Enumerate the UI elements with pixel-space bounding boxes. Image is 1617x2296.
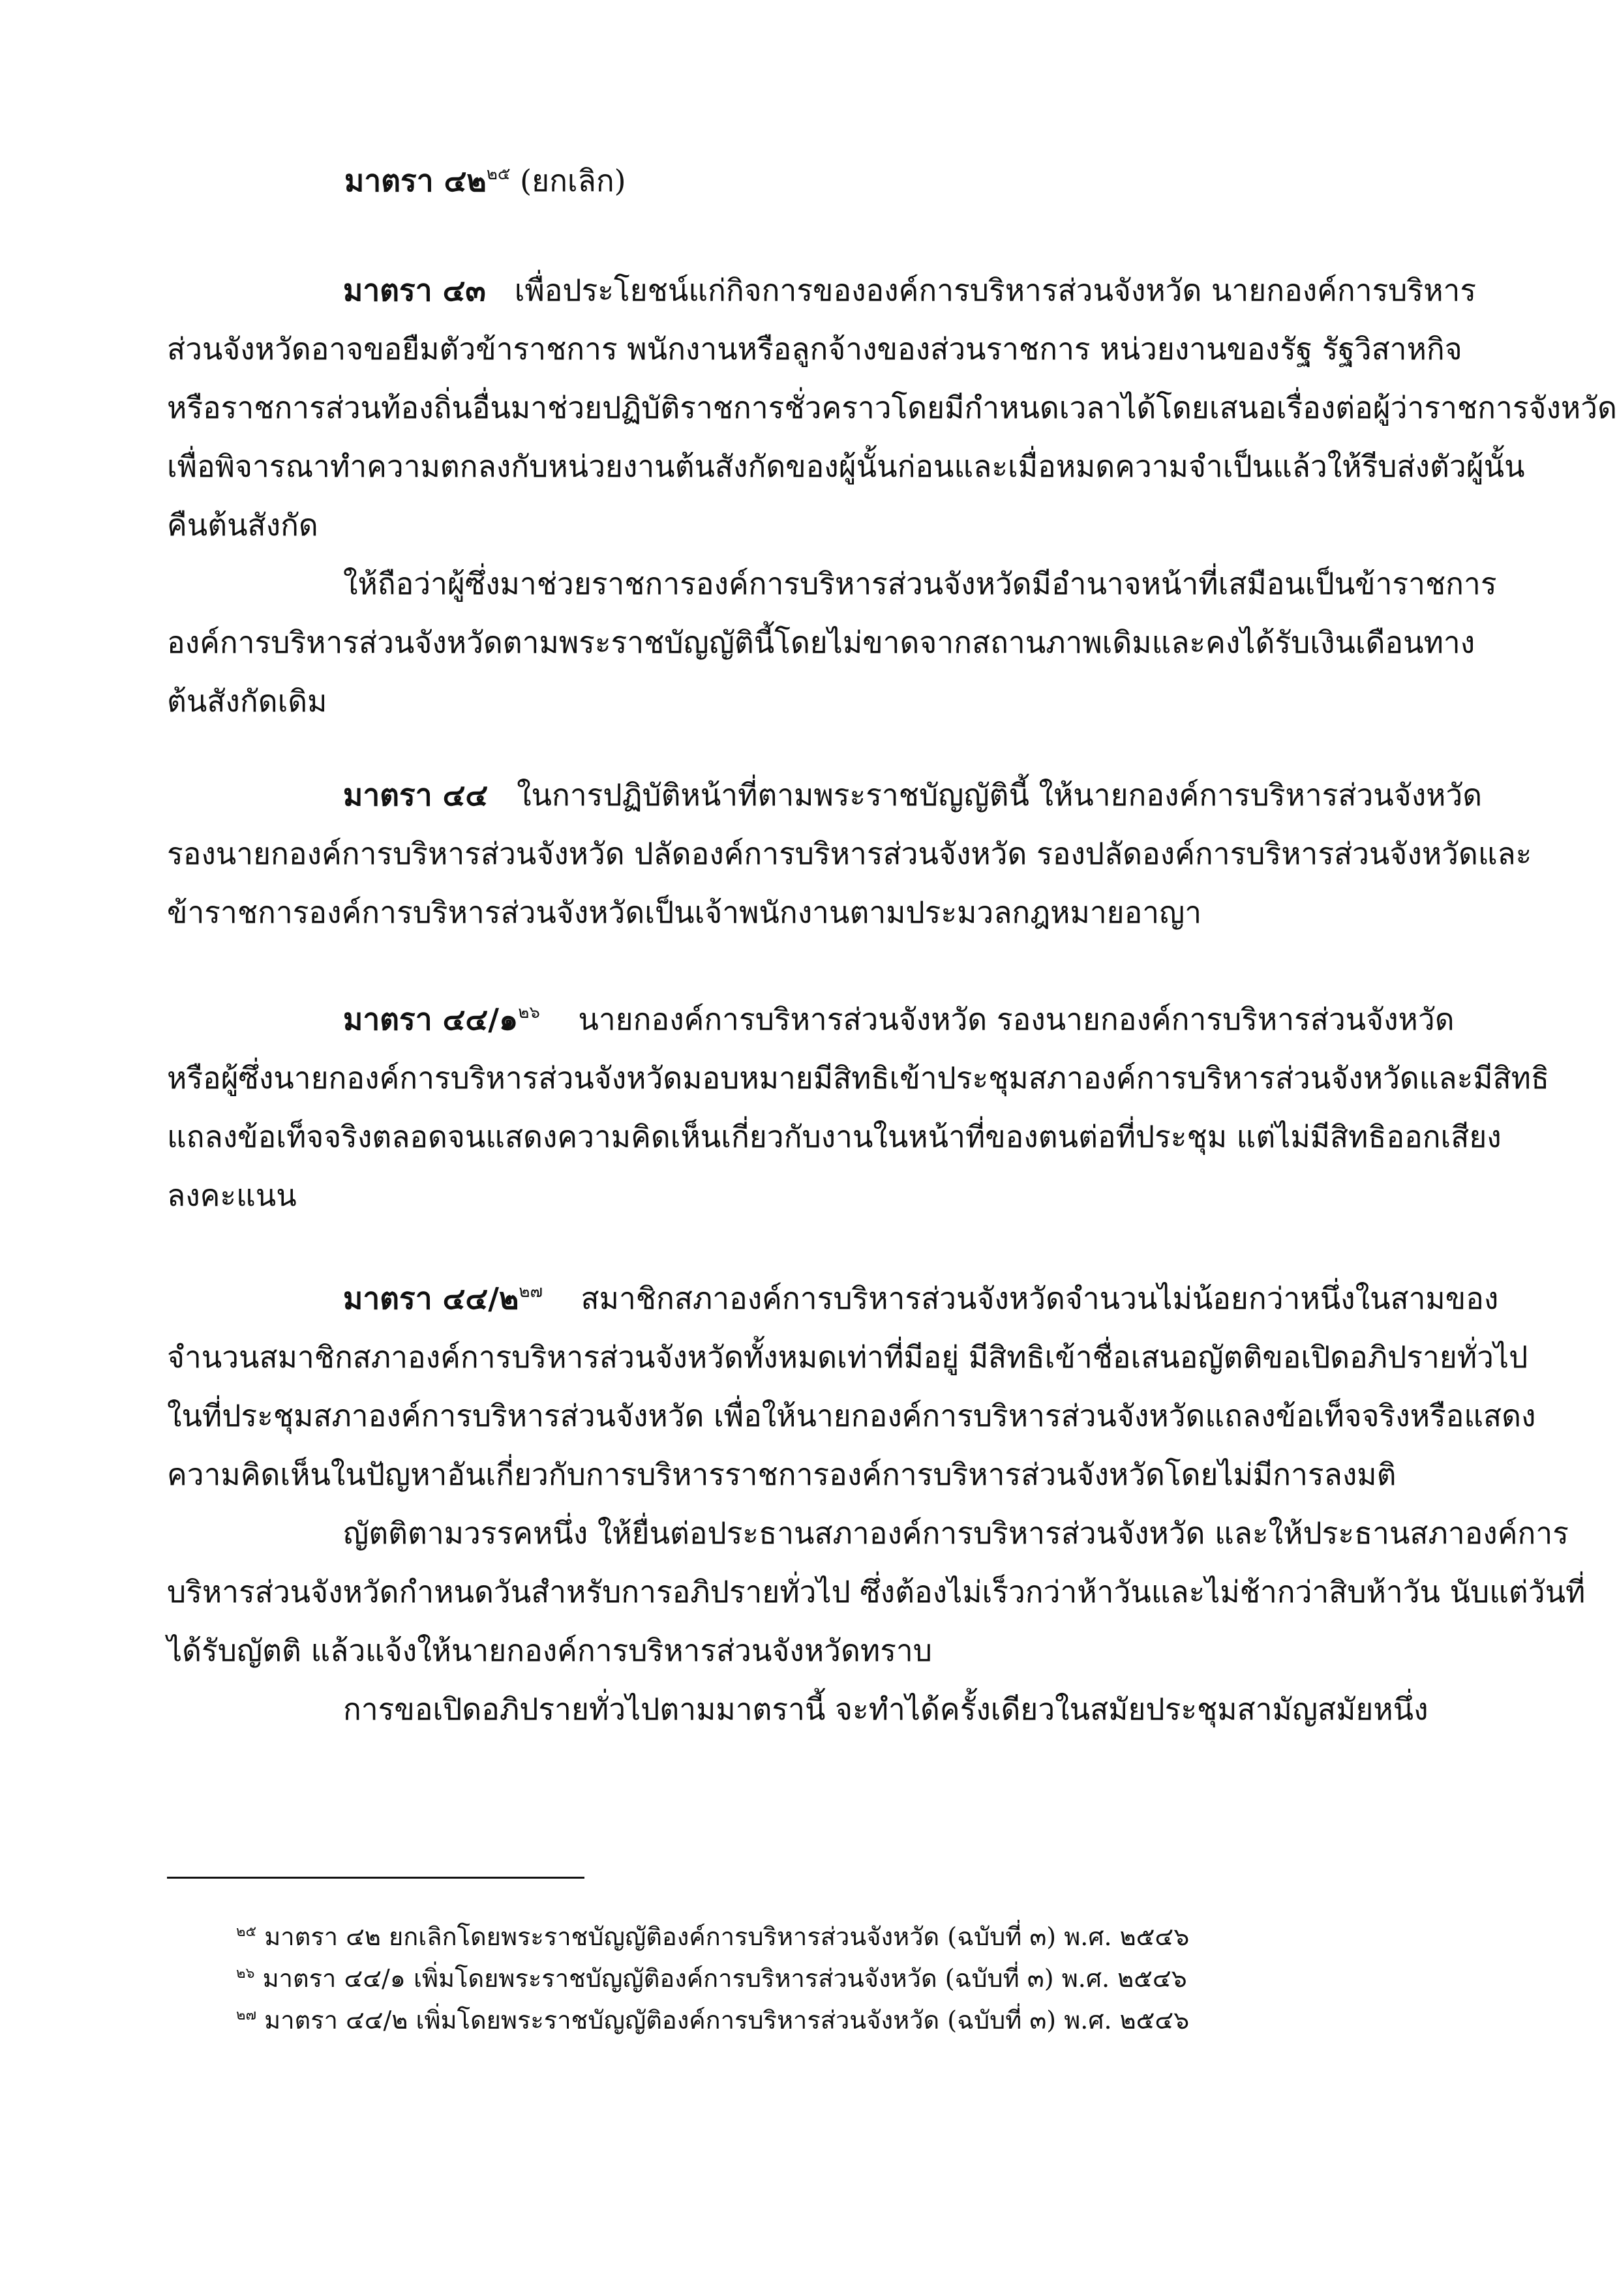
section-44-2-para3-line-1: การขอเปิดอภิปรายทั่วไปตามมาตรานี้ จะทำได้ครั้งเดียวในสมัยประชุมสามัญสมัยหนึ่ง	[343, 1692, 1428, 1727]
section-43-label: มาตรา ๔๓	[343, 273, 486, 308]
section-44-label: มาตรา ๔๔	[343, 777, 489, 813]
section-42-text: (ยกเลิก)	[520, 163, 626, 198]
section-44-1-label: มาตรา ๔๔/๑	[343, 1002, 519, 1037]
footnote-26: $^{๒๖}$ มาตรา ๔๔/๑ เพิ่มโดยพระราชบัญญัติองค์การบริหารส่วนจังหวัด (ฉบับที่ ๓) พ.ศ. ๒๕๔๖	[236, 1964, 1187, 1993]
section-43-para2-line-2: องค์การบริหารส่วนจังหวัดตามพระราชบัญญัตินี้โดยไม่ขาดจากสถานภาพเดิมและคงได้รับเงินเดือนทาง	[167, 625, 1475, 660]
section-44-2-line-2: จำนวนสมาชิกสภาองค์การบริหารส่วนจังหวัดทั้งหมดเท่าที่มีอยู่ มีสิทธิเข้าชื่อเสนอญัตติขอเปิดอภิปรายทั่วไป	[167, 1339, 1528, 1375]
section-44-1-line-4: ลงคะแนน	[167, 1178, 297, 1213]
section-43-line-2: ส่วนจังหวัดอาจขอยืมตัวข้าราชการ พนักงานหรือลูกจ้างของส่วนราชการ หน่วยงานของรัฐ รัฐวิสาหกิจ	[167, 331, 1462, 366]
section-44-line-1: มาตรา ๔๔ ในการปฏิบัติหน้าที่ตามพระราชบัญญัตินี้ ให้นายกองค์การบริหารส่วนจังหวัด	[343, 777, 1483, 813]
section-42-label: มาตรา ๔๒	[344, 163, 487, 198]
section-44-1-line-1: มาตรา ๔๔/๑$^{๒๖}$ นายกองค์การบริหารส่วนจังหวัด รองนายกองค์การบริหารส่วนจังหวัด	[343, 1002, 1455, 1037]
section-44-line-3: ข้าราชการองค์การบริหารส่วนจังหวัดเป็นเจ้าพนักงานตามประมวลกฎหมายอาญา	[167, 895, 1202, 930]
section-44-1-line-3: แถลงข้อเท็จจริงตลอดจนแสดงความคิดเห็นเกี่ยวกับงานในหน้าที่ของตนต่อที่ประชุม แต่ไม่มีสิทธิออกเสียง	[167, 1119, 1502, 1154]
section-44-1-line-2: หรือผู้ซึ่งนายกองค์การบริหารส่วนจังหวัดมอบหมายมีสิทธิเข้าประชุมสภาองค์การบริหารส่วนจังหวัดและมีสิทธิ	[167, 1060, 1550, 1096]
footnote-ref-26: ๒๖	[518, 1003, 540, 1022]
section-44-2-para2-line-2: บริหารส่วนจังหวัดกำหนดวันสำหรับการอภิปรายทั่วไป ซึ่งต้องไม่เร็วกว่าห้าวันและไม่ช้ากว่าสิบห้าวัน นับแต่วันที่	[167, 1574, 1586, 1609]
section-44-1	[167, 990, 1550, 1225]
section-44-2-line-3: ในที่ประชุมสภาองค์การบริหารส่วนจังหวัด เพื่อให้นายกองค์การบริหารส่วนจังหวัดแถลงข้อเท็จจริงหรือแสดง	[167, 1398, 1536, 1433]
footnotes	[236, 1916, 1384, 2041]
section-44-line-2: รองนายกองค์การบริหารส่วนจังหวัด ปลัดองค์การบริหารส่วนจังหวัด รองปลัดองค์การบริหารส่วนจังหวัดและ	[167, 836, 1532, 871]
section-44	[167, 766, 1532, 942]
footnote-ref-27: ๒๗	[519, 1282, 543, 1302]
section-43-line-4: เพื่อพิจารณาทำความตกลงกับหน่วยงานต้นสังกัดของผู้นั้นก่อนและเมื่อหมดความจำเป็นแล้วให้รีบส่งตัวผู้นั้น	[167, 449, 1525, 484]
section-43	[167, 261, 1617, 730]
section-43-line-1: มาตรา ๔๓ เพื่อประโยชน์แก่กิจการขององค์การบริหารส่วนจังหวัด นายกองค์การบริหาร	[343, 273, 1477, 308]
section-44-2-para2-line-3: ได้รับญัตติ แล้วแจ้งให้นายกองค์การบริหารส่วนจังหวัดทราบ	[167, 1633, 932, 1668]
footnote-27: $^{๒๗}$ มาตรา ๔๔/๒ เพิ่มโดยพระราชบัญญัติองค์การบริหารส่วนจังหวัด (ฉบับที่ ๓) พ.ศ. ๒๕๔๖	[236, 2006, 1190, 2035]
section-43-line-3: หรือราชการส่วนท้องถิ่นอื่นมาช่วยปฏิบัติราชการชั่วคราวโดยมีกำหนดเวลาได้โดยเสนอเรื่องต่อผู้ว่าราชการจังหวัด	[167, 390, 1617, 425]
footnote-ref-25: ๒๕	[486, 164, 511, 184]
section-43-para2-line-3: ต้นสังกัดเดิม	[167, 683, 327, 719]
section-44-2	[167, 1269, 1586, 1738]
section-44-2-para2-line-1: ญัตติตามวรรคหนึ่ง ให้ยื่นต่อประธานสภาองค์การบริหารส่วนจังหวัด และให้ประธานสภาองค์การ	[343, 1515, 1569, 1551]
section-44-2-line-1: มาตรา ๔๔/๒$^{๒๗}$ สมาชิกสภาองค์การบริหารส่วนจังหวัดจำนวนไม่น้อยกว่าหนึ่งในสามของ	[343, 1281, 1499, 1316]
section-44-2-line-4: ความคิดเห็นในปัญหาอันเกี่ยวกับการบริหารราชการองค์การบริหารส่วนจังหวัดโดยไม่มีการลงมติ	[167, 1457, 1397, 1492]
footnote-divider	[167, 1877, 584, 1879]
section-42	[344, 158, 626, 203]
section-43-para2-line-1: ให้ถือว่าผู้ซึ่งมาช่วยราชการองค์การบริหารส่วนจังหวัดมีอำนาจหน้าที่เสมือนเป็นข้าราชการ	[343, 566, 1497, 601]
section-43-line-5: คืนต้นสังกัด	[167, 507, 318, 543]
footnote-25: $^{๒๕}$ มาตรา ๔๒ ยกเลิกโดยพระราชบัญญัติองค์การบริหารส่วนจังหวัด (ฉบับที่ ๓) พ.ศ. ๒๕๔๖	[236, 1922, 1190, 1951]
section-44-2-label: มาตรา ๔๔/๒	[343, 1281, 519, 1316]
